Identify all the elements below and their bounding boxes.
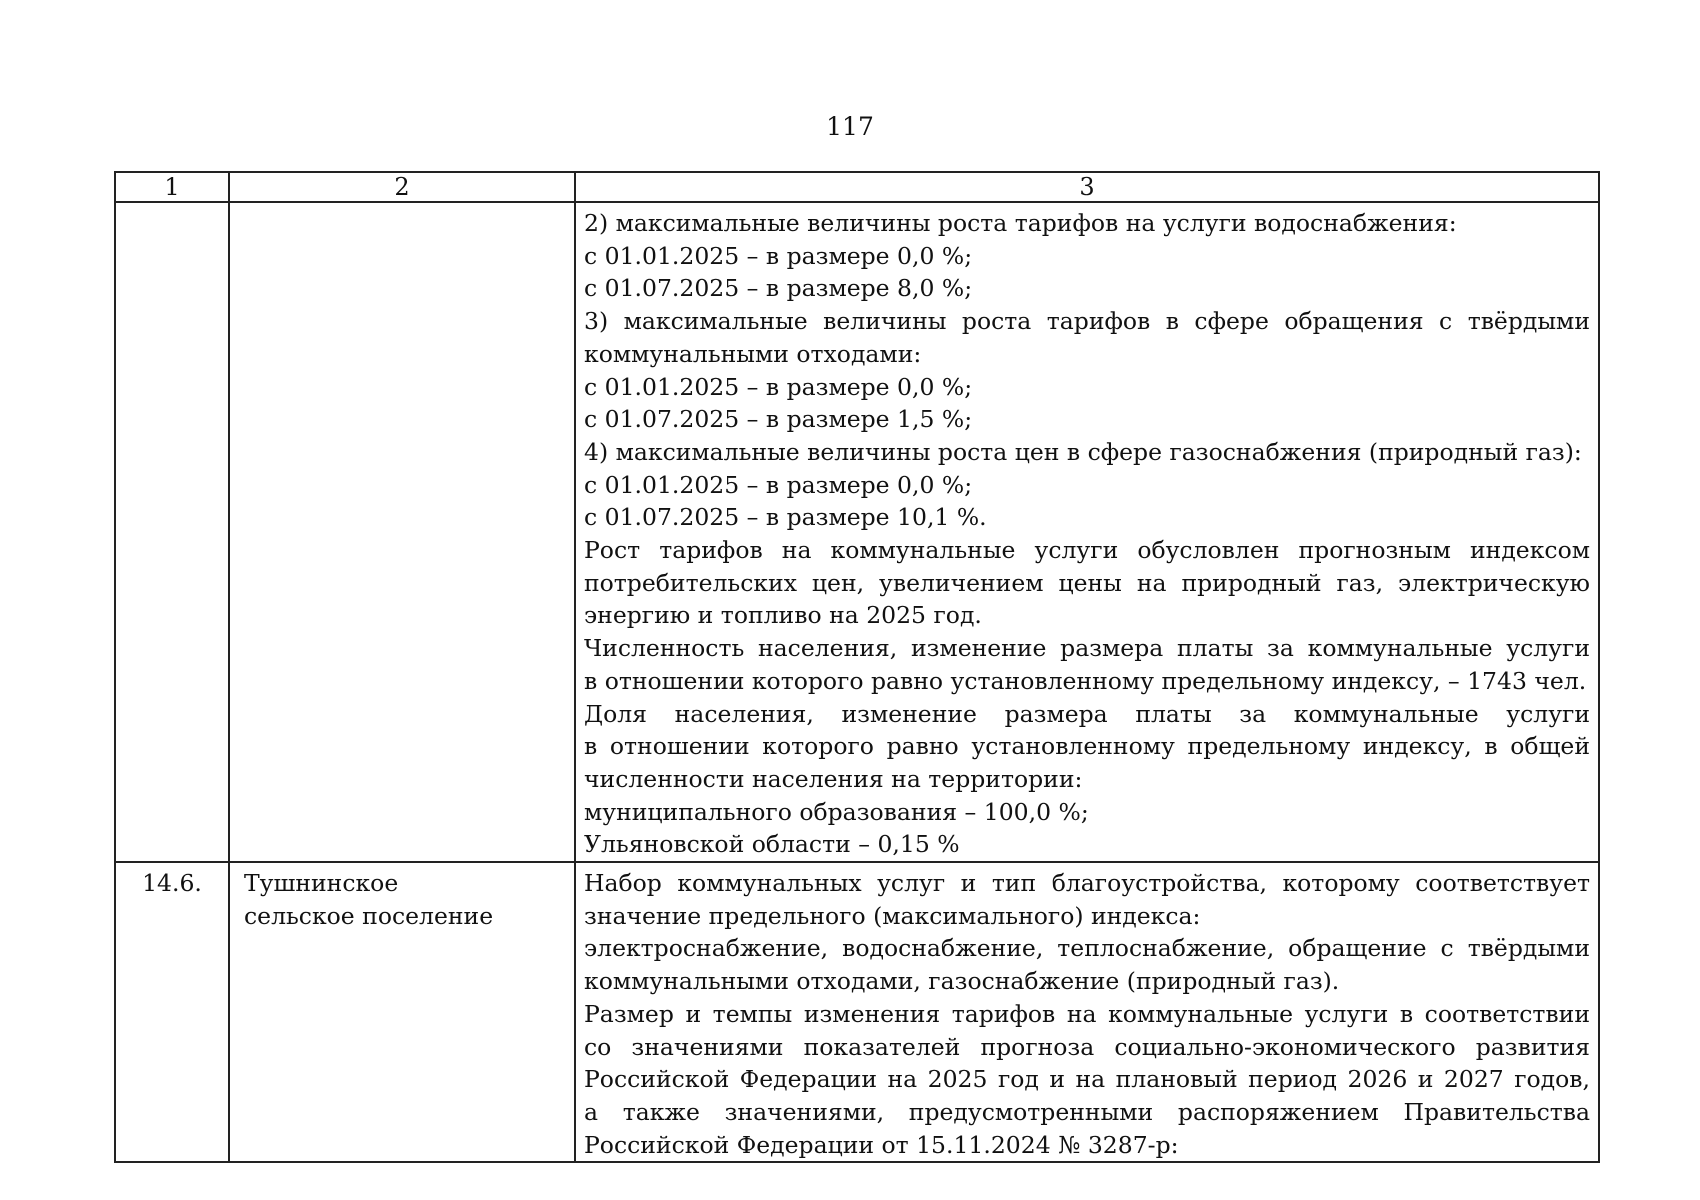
item-number-cell: 14.6. [115,862,229,1162]
description-line: а также значениями, предусмотренными распоряжением Правительства [584,1097,1590,1126]
description-line: потребительских цен, увеличением цены на природный газ, электрическую [584,568,1590,597]
description-line: 2) максимальные величины роста тарифов на услуги водоснабжения: [584,209,1457,237]
column-header-3: 3 [575,172,1599,202]
description-line: со значениями показателей прогноза социально-экономического развития [584,1032,1590,1061]
settlement-name-cell [229,862,575,1162]
description-line: значение предельного (максимального) индекса: [584,901,1201,930]
settlement-name-line: Тушнинское [244,869,399,898]
description-line: с 01.07.2025 – в размере 1,5 %; [584,405,973,434]
description-line: муниципального образования – 100,0 %; [584,797,1089,826]
description-line: энергию и топливо на 2025 год. [584,601,982,630]
column-header-1: 1 [115,172,229,202]
description-line: Ульяновской области – 0,15 % [584,830,960,859]
description-line: с 01.07.2025 – в размере 8,0 %; [584,274,973,303]
description-line: Рост тарифов на коммунальные услуги обусловлен прогнозным индексом [584,536,1590,565]
description-line: Российской Федерации на 2025 год и на плановый период 2026 и 2027 годов, [584,1065,1590,1094]
settlement-name-line: сельское поселение [244,901,494,930]
description-cell [575,202,1599,862]
description-line: коммунальными отходами: [584,339,922,368]
description-line: Численность населения, изменение размера платы за коммунальные услуги [584,634,1590,663]
description-line: 4) максимальные величины роста цен в сфере газоснабжения (природный газ): [584,437,1582,466]
description-line: Российской Федерации от 15.11.2024 № 3287-р: [584,1130,1179,1159]
description-line: 3) максимальные величины роста тарифов в сфере обращения с твёрдыми [584,307,1590,336]
description-line: Набор коммунальных услуг и тип благоустройства, которому соответствует [584,869,1590,898]
table-header-row [115,172,1599,202]
table-row [115,202,1599,862]
column-header-2: 2 [229,172,575,202]
description-line: с 01.01.2025 – в размере 0,0 %; [584,470,973,499]
table-row [115,862,1599,1162]
description-cell [575,862,1599,1162]
document-table [114,171,1600,1163]
description-line: коммунальными отходами, газоснабжение (природный газ). [584,967,1340,996]
description-line: в отношении которого равно установленному предельному индексу, – 1743 чел. [584,666,1587,695]
description-line: в отношении которого равно установленному предельному индексу, в общей [584,732,1590,761]
settlement-name-cell [229,202,575,862]
description-line: численности населения на территории: [584,764,1083,793]
description-line: Размер и темпы изменения тарифов на коммунальные услуги в соответствии [584,999,1590,1028]
description-line: с 01.01.2025 – в размере 0,0 %; [584,241,973,270]
description-line: с 01.01.2025 – в размере 0,0 %; [584,372,973,401]
description-line: электроснабжение, водоснабжение, теплоснабжение, обращение с твёрдыми [584,934,1590,963]
description-line: с 01.07.2025 – в размере 10,1 %. [584,503,987,532]
page-number: 117 [826,112,874,141]
description-line: Доля населения, изменение размера платы за коммунальные услуги [584,699,1590,728]
item-number-cell [115,202,229,862]
